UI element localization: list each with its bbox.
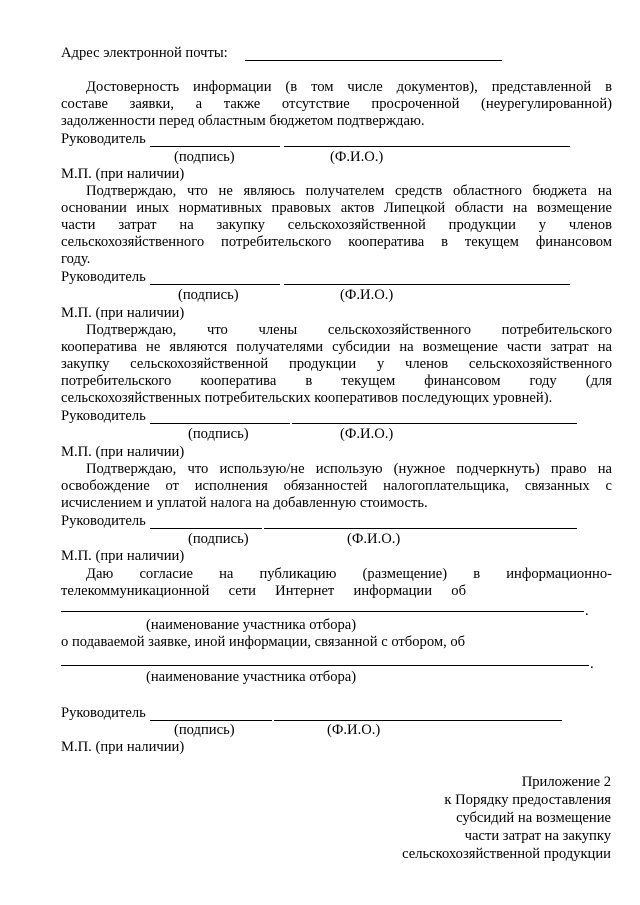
period-2: . [590,656,594,672]
fio-field-3[interactable] [292,423,577,424]
sign-caption-2: (подпись) [178,287,239,303]
stamp-1: М.П. (при наличии) [61,166,185,182]
p3-line-5: сельскохозяйственных потребительских кооперативов последующих уровней). [61,390,553,406]
fio-caption-1: (Ф.И.О.) [330,149,384,165]
p1-line-2: составе заявки, а также отсутствие просроченной (неурегулированной) [61,96,612,112]
stamp-5: М.П. (при наличии) [61,739,185,755]
appendix-line-2: к Порядку предоставления [444,792,611,808]
fio-field-5[interactable] [274,720,562,721]
p6-line-1: о подаваемой заявке, иной информации, связанной с отбором, об [61,634,466,650]
head-label-2: Руководитель [61,269,146,285]
signature-field-5[interactable] [150,720,272,721]
participant-name-field-2[interactable] [61,665,589,666]
head-label-4: Руководитель [61,513,146,529]
p2-line-4: сельскохозяйственного потребительского кооператива в текущем финансовом [61,234,612,250]
fio-caption-2: (Ф.И.О.) [340,287,394,303]
sign-caption-5: (подпись) [174,722,235,738]
stamp-4: М.П. (при наличии) [61,548,185,564]
fio-caption-5: (Ф.И.О.) [327,722,381,738]
p4-line-1: Подтверждаю, что использую/не использую (нужное подчеркнуть) право на [86,461,612,477]
appendix-line-4: части затрат на закупку [464,828,611,844]
signature-field-4[interactable] [150,528,262,529]
p4-line-2: освобождение от исполнения обязанностей налогоплательщика, связанных с [61,478,612,494]
fio-field-4[interactable] [264,528,577,529]
participant-name-field-1[interactable] [61,611,584,612]
email-label: Адрес электронной почты: [61,45,228,61]
p3-line-2: кооператива не являются получателями субсидии на возмещение части затрат на [61,339,612,355]
sign-caption-4: (подпись) [188,531,249,547]
head-label-5: Руководитель [61,705,146,721]
signature-field-2[interactable] [150,284,280,285]
head-label-1: Руководитель [61,131,146,147]
signature-field-1[interactable] [150,146,280,147]
p1-line-1: Достоверность информации (в том числе документов), представленной в [86,79,612,95]
fio-field-1[interactable] [284,146,570,147]
sign-caption-1: (подпись) [174,149,235,165]
p4-line-3: исчислением и уплатой налога на добавленную стоимость. [61,495,428,511]
appendix-line-5: сельскохозяйственной продукции [402,846,611,862]
p5-line-1: Даю согласие на публикацию (размещение) в информационно- [86,566,612,582]
p2-line-5: году. [61,251,91,267]
stamp-3: М.П. (при наличии) [61,444,185,460]
fio-caption-3: (Ф.И.О.) [340,426,394,442]
email-field[interactable] [245,60,502,61]
signature-field-3[interactable] [150,423,290,424]
p2-line-1: Подтверждаю, что не являюсь получателем средств областного бюджета на [86,183,612,199]
period-1: . [585,603,589,619]
appendix-line-1: Приложение 2 [521,774,611,790]
stamp-2: М.П. (при наличии) [61,305,185,321]
participant-caption-1: (наименование участника отбора) [146,617,357,633]
p3-line-1: Подтверждаю, что члены сельскохозяйственного потребительского [86,322,612,338]
p2-line-2: основании иных нормативных правовых актов Липецкой области на возмещение [61,200,612,216]
fio-field-2[interactable] [284,284,570,285]
p2-line-3: части затрат на закупку сельскохозяйственной продукции у членов [61,217,612,233]
p5-line-2: телекоммуникационной сети Интернет информации об [61,583,466,599]
participant-caption-2: (наименование участника отбора) [146,669,357,685]
head-label-3: Руководитель [61,408,146,424]
p3-line-3: закупку сельскохозяйственной продукции у членов сельскохозяйственного [61,356,612,372]
appendix-line-3: субсидий на возмещение [456,810,611,826]
p1-line-3: задолженности перед областным бюджетом подтверждаю. [61,113,425,129]
sign-caption-3: (подпись) [188,426,249,442]
fio-caption-4: (Ф.И.О.) [347,531,401,547]
p3-line-4: потребительского кооператива в текущем финансовом году (для [61,373,612,389]
